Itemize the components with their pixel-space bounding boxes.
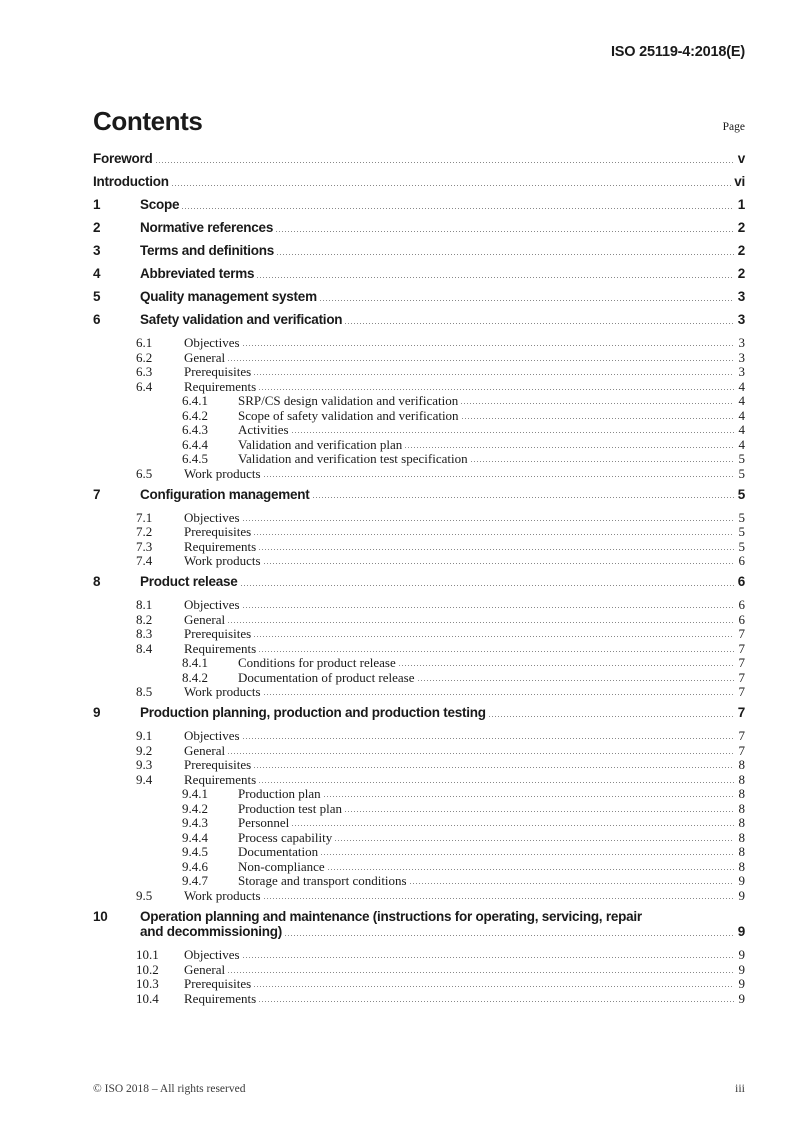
toc-entry-number: 6.2 <box>136 349 153 365</box>
toc-entry[interactable] <box>93 198 745 212</box>
toc-entry[interactable] <box>93 221 745 235</box>
toc-page-number: 5 <box>738 451 745 466</box>
toc-entry-number: 6 <box>93 312 101 327</box>
toc-entry-label: Conditions for product release <box>238 655 396 670</box>
page-column-label: Page <box>722 121 745 133</box>
toc-entry[interactable] <box>93 244 745 258</box>
toc-entry-label: Non-compliance <box>238 858 325 874</box>
toc-page-number: 2 <box>737 220 745 235</box>
toc-entry[interactable] <box>93 313 745 327</box>
leader-dots <box>253 986 734 987</box>
leader-dots <box>253 636 734 637</box>
toc-entry-label: Prerequisites <box>184 364 252 379</box>
toc-entry-number: 10.2 <box>136 961 159 977</box>
table-of-contents <box>93 152 745 1006</box>
leader-dots <box>327 869 734 870</box>
toc-entry[interactable] <box>93 729 745 742</box>
toc-entry-number: 5 <box>93 289 101 304</box>
toc-entry[interactable] <box>93 290 745 304</box>
toc-page-number: 9 <box>737 924 745 939</box>
leader-dots <box>258 549 734 550</box>
toc-page-number: 6 <box>738 597 745 612</box>
toc-entry-number: 1 <box>93 197 101 212</box>
toc-page-number: 8 <box>738 786 745 801</box>
toc-entry[interactable] <box>93 706 745 720</box>
toc-entry[interactable] <box>93 874 745 887</box>
toc-page-number: 8 <box>738 815 745 830</box>
toc-page-number: 9 <box>738 990 745 1006</box>
toc-page-number: 8 <box>738 858 745 874</box>
toc-entry-number: 3 <box>93 243 101 258</box>
toc-entry-label: Validation and verification plan <box>238 436 403 452</box>
leader-dots <box>461 418 734 419</box>
toc-entry[interactable] <box>93 685 745 698</box>
toc-entry[interactable] <box>93 380 745 393</box>
toc-page-number: 7 <box>738 626 745 641</box>
toc-page-number: 3 <box>738 335 745 350</box>
leader-dots <box>409 883 734 884</box>
toc-entry-number: 10.3 <box>136 976 159 991</box>
document-footer <box>93 1081 745 1096</box>
toc-entry[interactable] <box>93 787 745 800</box>
toc-entry-number: 8.3 <box>136 626 153 641</box>
toc-entry[interactable] <box>93 409 745 422</box>
toc-entry-number: 8.4.1 <box>182 655 208 670</box>
toc-page-number: v <box>737 151 745 166</box>
toc-entry[interactable] <box>93 438 745 451</box>
leader-dots <box>258 389 734 390</box>
toc-page-number: 8 <box>738 829 745 845</box>
leader-dots <box>258 1001 734 1002</box>
toc-entry[interactable] <box>93 351 745 364</box>
leader-dots <box>275 231 734 232</box>
leader-dots <box>227 972 734 973</box>
toc-entry-label: Process capability <box>238 829 333 845</box>
contents-heading-row <box>93 108 745 134</box>
leader-dots <box>312 497 734 498</box>
toc-entry-label: SRP/CS design validation and verification <box>238 393 459 408</box>
toc-entry-number: 9.4.4 <box>182 829 208 845</box>
leader-dots <box>417 680 734 681</box>
toc-entry-label: Validation and verification test specification <box>238 451 468 466</box>
toc-entry[interactable] <box>93 744 745 757</box>
toc-entry-label: Terms and definitions <box>140 243 275 258</box>
toc-page-number: 9 <box>738 961 745 977</box>
toc-page-number: 9 <box>738 887 745 903</box>
toc-entry-number: 9.4 <box>136 771 153 787</box>
leader-dots <box>253 374 734 375</box>
toc-entry-number: 10.4 <box>136 990 159 1006</box>
toc-entry-number: 7.2 <box>136 524 153 539</box>
toc-entry-label: Prerequisites <box>184 757 252 772</box>
leader-dots <box>334 840 734 841</box>
leader-dots <box>227 360 734 361</box>
toc-entry-number: 8.5 <box>136 684 153 699</box>
toc-entry-number: 8.4 <box>136 640 153 656</box>
toc-entry-number: 9.4.1 <box>182 786 208 801</box>
leader-dots <box>242 738 734 739</box>
toc-entry-number: 2 <box>93 220 101 235</box>
toc-entry-label: Quality management system <box>140 289 317 304</box>
leader-dots <box>344 323 734 324</box>
leader-dots <box>319 300 734 301</box>
footer-page-number: iii <box>734 1081 745 1095</box>
toc-page-number: 7 <box>738 669 745 685</box>
leader-dots <box>284 935 734 936</box>
toc-entry-label: General <box>184 611 226 627</box>
leader-dots <box>263 563 734 564</box>
leader-dots <box>263 476 734 477</box>
toc-entry-label: Objectives <box>184 509 240 525</box>
toc-page-number: 5 <box>738 538 745 554</box>
toc-entry[interactable] <box>93 758 745 771</box>
leader-dots <box>242 520 734 521</box>
toc-entry-number: 6.5 <box>136 465 153 481</box>
toc-page-number: 7 <box>738 742 745 758</box>
leader-dots <box>344 811 734 812</box>
toc-entry-label: Production plan <box>238 786 321 801</box>
toc-entry-number: 6.4.2 <box>182 407 208 423</box>
toc-page-number: 8 <box>738 800 745 816</box>
toc-entry-number: 6.4.3 <box>182 422 208 437</box>
toc-entry-label: Prerequisites <box>184 626 252 641</box>
toc-entry-number: 9.5 <box>136 887 153 903</box>
toc-entry[interactable] <box>93 152 745 166</box>
page-title: Contents <box>93 106 203 136</box>
toc-entry[interactable] <box>93 816 745 829</box>
toc-page-number: 4 <box>738 422 745 437</box>
toc-entry-number: 10.1 <box>136 947 159 962</box>
toc-entry-label: Requirements <box>184 990 257 1006</box>
leader-dots <box>323 796 734 797</box>
toc-entry-number: 9 <box>93 705 101 720</box>
toc-entry-label: Introduction <box>93 174 169 189</box>
toc-entry-number: 6.4.4 <box>182 436 208 452</box>
toc-page-number: 4 <box>738 378 745 394</box>
toc-entry[interactable] <box>93 963 745 976</box>
toc-entry[interactable] <box>93 642 745 655</box>
toc-entry[interactable] <box>93 671 745 684</box>
toc-entry[interactable] <box>93 267 745 281</box>
toc-page-number: 8 <box>738 844 745 859</box>
toc-entry-label: Abbreviated terms <box>140 266 255 281</box>
leader-dots <box>263 898 734 899</box>
toc-entry[interactable] <box>93 598 745 611</box>
toc-entry-number: 9.4.7 <box>182 873 208 888</box>
toc-entry-number: 8.2 <box>136 611 153 627</box>
toc-page-number: 4 <box>738 393 745 408</box>
toc-entry[interactable] <box>93 845 745 858</box>
toc-entry[interactable] <box>93 365 745 378</box>
toc-entry-line-2 <box>93 925 745 939</box>
leader-dots <box>227 622 734 623</box>
toc-page-number: 4 <box>738 407 745 423</box>
toc-entry-line-1 <box>93 910 745 924</box>
document-header-id: ISO 25119-4:2018(E) <box>610 44 745 60</box>
toc-entry-label: General <box>184 742 226 758</box>
toc-entry[interactable] <box>93 336 745 349</box>
toc-page-number: 3 <box>737 312 745 327</box>
leader-dots <box>470 461 734 462</box>
toc-entry[interactable] <box>93 540 745 553</box>
toc-entry-label: Production test plan <box>238 800 342 816</box>
toc-entry-number: 10 <box>93 908 108 924</box>
leader-dots <box>240 585 734 586</box>
toc-entry-number: 9.4.3 <box>182 815 208 830</box>
toc-entry-label: Work products <box>184 887 261 903</box>
toc-page-number: 7 <box>737 705 745 720</box>
leader-dots <box>276 254 734 255</box>
toc-page-number: 6 <box>738 611 745 627</box>
toc-entry-number: 9.3 <box>136 757 153 772</box>
toc-page-number: 5 <box>738 465 745 481</box>
toc-entry-number: 6.1 <box>136 335 153 350</box>
toc-entry-number: 9.4.6 <box>182 858 208 874</box>
toc-entry[interactable] <box>93 613 745 626</box>
toc-entry-label: Storage and transport conditions <box>238 873 407 888</box>
toc-entry-label: Operation planning and maintenance (instructions for operating, servicing, repair <box>140 908 642 924</box>
leader-dots <box>253 767 734 768</box>
toc-entry[interactable] <box>93 488 745 502</box>
leader-dots <box>291 825 734 826</box>
toc-entry-label: Production planning, production and production testing <box>140 705 486 720</box>
toc-page-number: 6 <box>738 553 745 568</box>
toc-entry-label: Requirements <box>184 538 257 554</box>
toc-page-number: 5 <box>737 486 745 502</box>
toc-entry-label: Documentation <box>238 844 319 859</box>
toc-entry-number: 6.4.5 <box>182 451 208 466</box>
toc-entry[interactable] <box>93 773 745 786</box>
toc-entry-label: Work products <box>184 465 261 481</box>
toc-entry-label: Scope <box>140 197 180 212</box>
leader-dots <box>171 185 734 186</box>
toc-page-number: 7 <box>738 684 745 699</box>
toc-entry-number: 7.1 <box>136 509 153 525</box>
leader-dots <box>488 716 734 717</box>
toc-entry[interactable] <box>93 423 745 436</box>
toc-entry[interactable] <box>93 948 745 961</box>
toc-entry-number: 9.4.5 <box>182 844 208 859</box>
toc-entry[interactable] <box>93 511 745 524</box>
leader-dots <box>242 957 734 958</box>
toc-page-number: 6 <box>737 574 745 589</box>
toc-page-number: 7 <box>738 640 745 656</box>
toc-page-number: 7 <box>738 728 745 743</box>
toc-entry-label: Documentation of product release <box>238 669 415 685</box>
toc-entry-number: 6.4 <box>136 378 153 394</box>
leader-dots <box>398 665 734 666</box>
toc-page-number: 1 <box>737 197 745 212</box>
toc-entry-number: 7.4 <box>136 553 153 568</box>
toc-page-number: 5 <box>738 524 745 539</box>
copyright-notice: © ISO 2018 – All rights reserved <box>93 1083 246 1095</box>
toc-entry-number: 8.1 <box>136 597 153 612</box>
toc-entry-label: Scope of safety validation and verification <box>238 407 459 423</box>
leader-dots <box>155 162 734 163</box>
leader-dots <box>258 782 734 783</box>
leader-dots <box>227 753 734 754</box>
toc-page-number: vi <box>734 174 745 189</box>
toc-entry[interactable] <box>93 525 745 538</box>
toc-entry-number: 7 <box>93 486 101 502</box>
toc-entry-number: 6.4.1 <box>182 393 208 408</box>
toc-entry[interactable] <box>93 467 745 480</box>
toc-entry[interactable] <box>93 554 745 567</box>
toc-entry-label: Objectives <box>184 335 240 350</box>
leader-dots <box>256 277 734 278</box>
toc-entry-label: Foreword <box>93 151 153 166</box>
toc-entry-label: Normative references <box>140 220 274 235</box>
toc-page-number: 3 <box>737 289 745 304</box>
toc-entry-label: Work products <box>184 684 261 699</box>
toc-page-number: 9 <box>738 947 745 962</box>
leader-dots <box>258 651 734 652</box>
leader-dots <box>242 607 734 608</box>
toc-entry[interactable] <box>93 394 745 407</box>
toc-entry[interactable] <box>93 452 745 465</box>
toc-entry-label: General <box>184 961 226 977</box>
toc-entry-label: Objectives <box>184 947 240 962</box>
toc-page-number: 8 <box>738 771 745 787</box>
toc-page-number: 5 <box>738 509 745 525</box>
toc-entry-label: Objectives <box>184 728 240 743</box>
toc-entry[interactable] <box>93 627 745 640</box>
toc-page-number: 3 <box>738 364 745 379</box>
toc-entry[interactable] <box>93 175 745 189</box>
leader-dots <box>320 854 734 855</box>
toc-page-number: 8 <box>738 757 745 772</box>
toc-page-number: 2 <box>737 243 745 258</box>
toc-entry[interactable] <box>93 977 745 990</box>
toc-entry-number: 9.1 <box>136 728 153 743</box>
toc-page-number: 2 <box>737 266 745 281</box>
toc-entry-number: 8 <box>93 574 101 589</box>
leader-dots <box>181 208 734 209</box>
toc-page-number: 9 <box>738 873 745 888</box>
toc-entry-label: Objectives <box>184 597 240 612</box>
toc-entry-number: 9.4.2 <box>182 800 208 816</box>
toc-entry-label: Personnel <box>238 815 290 830</box>
leader-dots <box>253 534 734 535</box>
toc-entry[interactable] <box>93 889 745 902</box>
toc-entry-label: Prerequisites <box>184 976 252 991</box>
toc-entry-label: General <box>184 349 226 365</box>
toc-page-number: 4 <box>738 436 745 452</box>
toc-entry[interactable] <box>93 860 745 873</box>
toc-entry[interactable] <box>93 831 745 844</box>
toc-entry-number: 9.2 <box>136 742 153 758</box>
toc-page-number: 7 <box>738 655 745 670</box>
toc-entry-label: Work products <box>184 553 261 568</box>
leader-dots <box>263 694 734 695</box>
toc-entry-number: 4 <box>93 266 101 281</box>
toc-entry-label: Requirements <box>184 771 257 787</box>
toc-entry[interactable] <box>93 656 745 669</box>
toc-entry[interactable] <box>93 992 745 1005</box>
leader-dots <box>404 447 734 448</box>
toc-entry-label: Configuration management <box>140 486 310 502</box>
toc-entry-number: 8.4.2 <box>182 669 208 685</box>
leader-dots <box>291 432 734 433</box>
toc-entry[interactable] <box>93 575 745 589</box>
toc-entry-number: 6.3 <box>136 364 153 379</box>
toc-entry[interactable] <box>93 802 745 815</box>
toc-entry-label: Requirements <box>184 378 257 394</box>
leader-dots <box>242 345 734 346</box>
toc-entry-label: Activities <box>238 422 289 437</box>
toc-entry-label: Safety validation and verification <box>140 312 343 327</box>
toc-page-number: 9 <box>738 976 745 991</box>
toc-entry-label: Requirements <box>184 640 257 656</box>
toc-entry-label-continued: and decommissioning) <box>140 924 283 939</box>
leader-dots <box>460 403 734 404</box>
toc-entry-number: 7.3 <box>136 538 153 554</box>
toc-entry-label: Prerequisites <box>184 524 252 539</box>
toc-page-number: 3 <box>738 349 745 365</box>
toc-entry-label: Product release <box>140 574 238 589</box>
toc-entry[interactable] <box>93 910 745 939</box>
